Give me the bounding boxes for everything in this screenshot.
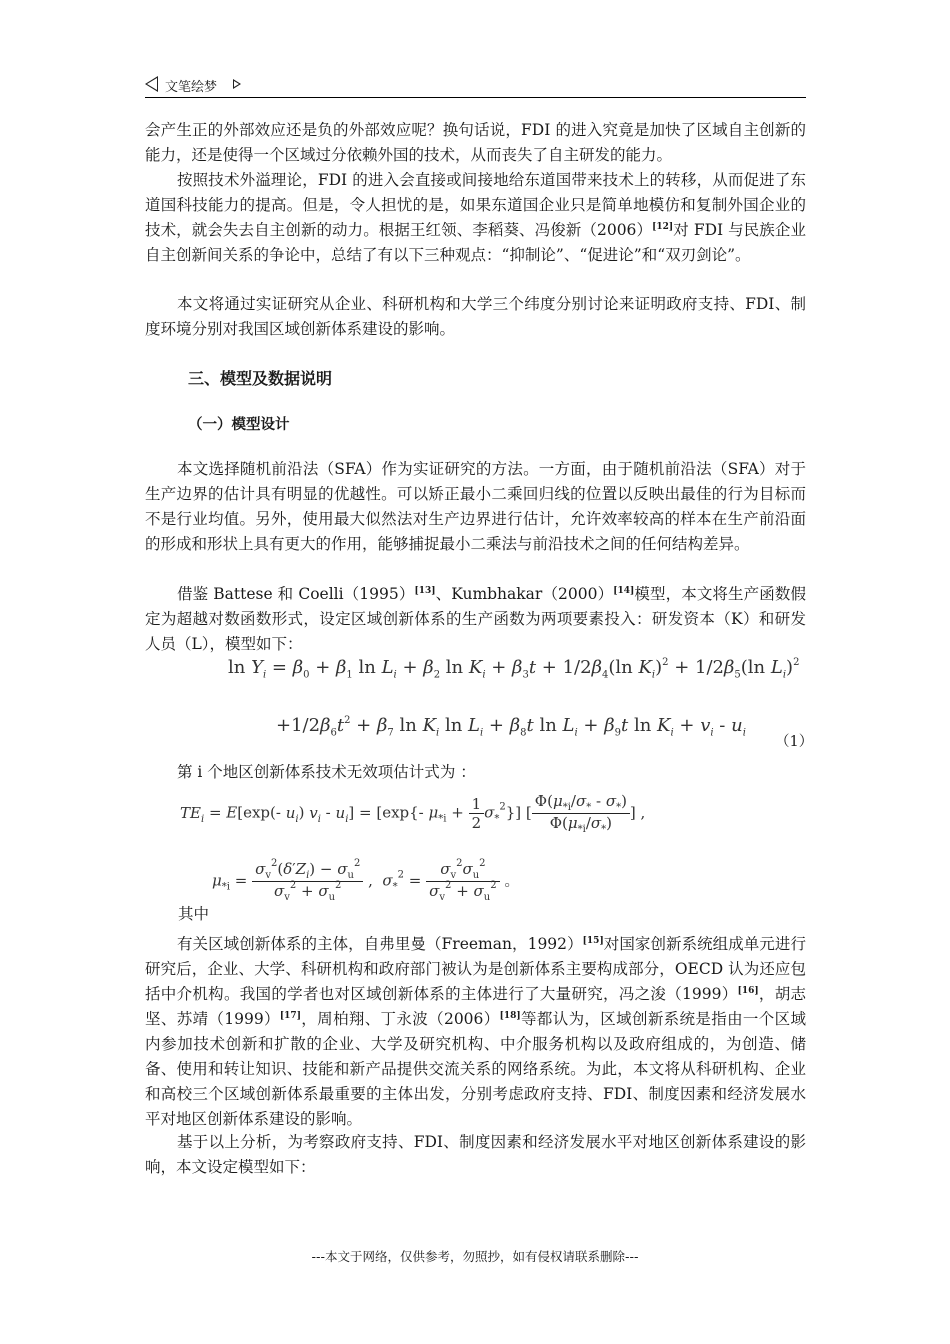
paragraph-6: 第 i 个地区创新体系技术无效项估计式为 ：: [177, 763, 476, 781]
subsection-title: （一）模型设计: [188, 417, 290, 433]
equation-mu-sigma: $\mu_{*i}$ = $\frac{\sigma_v^2(\delta'Z_i) - \sigma_u^2}{\sigma_v^2 + \sigma_u^2}$ , $\sigma_*^2$ = $\frac{\sigma_v^2\sigma_u^2}{\sigma_v^2 + \sigma_u^2}$ 。: [212, 858, 520, 903]
paragraph-7-prefix: 其中: [178, 905, 210, 923]
paragraph-9: 基于以上分析，为考察政府支持、FDI、制度因素和经济发展水平对地区创新体系建设的影响，本文设定模型如下：: [145, 1133, 806, 1176]
paragraph-4: 本文选择随机前沿法（SFA）作为实证研究的方法。一方面，由于随机前沿法（SFA）对于生产边界的估计具有明显的优越性。可以矫正最小二乘回归线的位置以反映出最佳的行为目标而不是行业均值。另外，使用最大似然法对生产边界进行估计，允许效率较高的样本在生产前沿面的形成和形状上具有更大的作用，能够捕捉最小二乘法与前沿技术之间的任何结构差异。: [145, 460, 806, 553]
paragraph-2: 按照技术外溢理论，FDI 的进入会直接或间接地给东道国带来技术上的转移，从而促进了东道国科技能力的提高。但是，令人担忧的是，如果东道国企业只是简单地模仿和复制外国企业的技术，就会失去自主创新的动力。根据王红领、李稻葵、冯俊新（2006）[12]对 FDI 与民族企业自主创新间关系的争论中，总结了有以下三种观点：“抑制论”、“促进论”和“双刃剑论”。: [145, 171, 806, 264]
page-header: [145, 74, 805, 96]
equation-1-line-2: $+1/2\beta_6t^2 + \beta_7$ $\ln K_i$ $\ln L_i + \beta_8t$ $\ln L_i + \beta_9t$ $\ln K_i + v_i - u_i$: [276, 715, 746, 739]
citation-14: [14]: [613, 586, 635, 596]
citation-12: [12]: [652, 222, 674, 232]
paragraph-5: 借鉴 Battese 和 Coelli（1995）[13]、Kumbhakar（2000）[14]模型，本文将生产函数假定为超越对数函数形式，设定区域创新体系的生产函数为两项要素投入：研发资本（K）和研发人员（L），模型如下：: [145, 585, 806, 653]
paragraph-1: 会产生正的外部效应还是负的外部效应呢？换句话说，FDI 的进入究竟是加快了区域自主创新的能力，还是使得一个区域过分依赖外国的技术，从而丧失了自主研发的能力。: [145, 121, 806, 164]
equation-1-line-1: $\ln Y_i = \beta_0 + \beta_1$ $\ln L_i + \beta_2$ $\ln K_i + \beta_3t + 1/2\beta_4(\ln$ $K_i)^2 + 1/2\beta_5(\ln$ $L_i)^2$: [228, 657, 800, 681]
section-title: 三、模型及数据说明: [188, 369, 333, 388]
triangle-left-icon: [145, 76, 158, 92]
citation-15: [15]: [582, 936, 604, 946]
header-rule: [145, 97, 806, 98]
page-footer: ---本文于网络，仅供参考，勿照抄，如有侵权请联系删除---: [311, 1249, 639, 1264]
triangle-right-icon: [233, 79, 241, 89]
citation-18: [18]: [499, 1011, 521, 1021]
equation-te: $TE_i = E[\exp(-$ $u_i$) $v_i - u_i] = [\exp\{-$ $\mu_{*i}$ + $\frac{1}{2}$ $\sigma_*^2$}] [ $\frac{\Phi(\mu_{*i}/\sigma_* - \sigma_*)}{\Phi(\mu_{*i}/\sigma_*)}$ ] ,: [180, 792, 646, 835]
header-title: 文笔绘梦: [165, 80, 218, 95]
citation-13: [13]: [414, 586, 436, 596]
paragraph-3: 本文将通过实证研究从企业、科研机构和大学三个纬度分别讨论来证明政府支持、FDI、制度环境分别对我国区域创新体系建设的影响。: [145, 295, 806, 338]
citation-17: [17]: [279, 1011, 301, 1021]
paragraph-8: 有关区域创新体系的主体，自弗里曼（Freeman，1992）[15]对国家创新系统组成单元进行研究后，企业、大学、科研机构和政府部门被认为是创新体系主要构成部分，OECD 认为还应包括中介机构。我国的学者也对区域创新体系的主体进行了大量研究，冯之浚（1999）[16]，胡志坚、苏靖（1999）[17]，周柏翔、丁永波（2006）[18]等都认为，区域创新系统是指由一个区域内参加技术创新和扩散的企业、大学及研究机构、中介服务机构以及政府组成的，为创造、储备、使用和转让知识、技能和新产品提供交流关系的网络系统。为此，本文将从科研机构、企业和高校三个区域创新体系最重要的主体出发，分别考虑政府支持、FDI、制度因素和经济发展水平对地区创新体系建设的影响。: [145, 935, 806, 1128]
citation-16: [16]: [737, 986, 759, 996]
equation-number: （1）: [775, 734, 814, 750]
